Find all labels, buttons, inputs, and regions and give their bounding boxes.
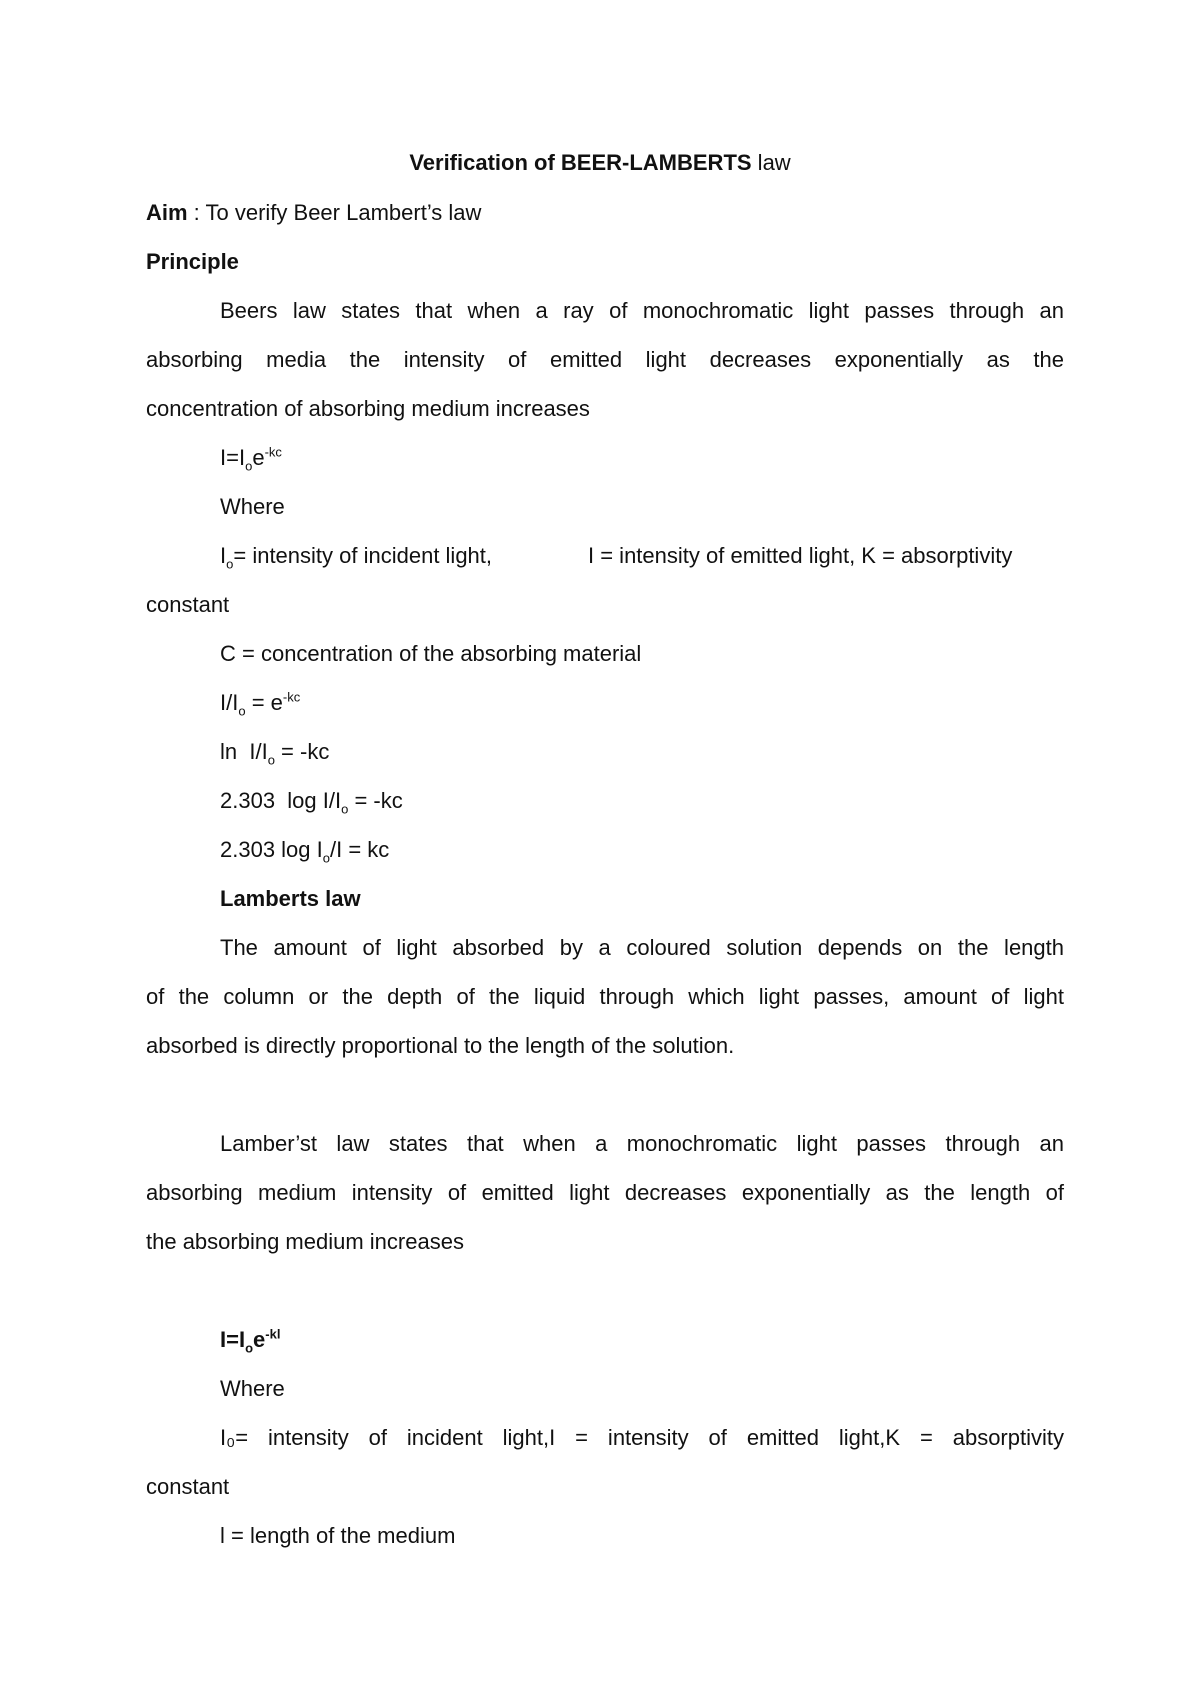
definition-emitted-light: I = intensity of emitted light, K = absorptivity [588,543,1013,568]
aim-line [146,198,481,228]
lamberts-para-line-2: of the column or the depth of the liquid through which light passes, amount of light [146,984,1064,1009]
equation-lambert: $I=I_oe^{-kl}$ [220,1326,281,1356]
equation-log: 2.303 $\log I/I_o = -kc$ [220,788,403,817]
where-label-1: Where [220,494,285,519]
definition-concentration: C = concentration of the absorbing material [220,641,642,666]
lambert-statement-line-3: the absorbing medium increases [146,1229,464,1254]
definition-length: l = length of the medium [220,1523,456,1548]
aim-text: : To verify Beer Lambert’s law [187,200,482,225]
beers-para-line-2: absorbing media the intensity of emitted light decreases exponentially as the [146,347,1064,372]
page-title: Verification of BEER-LAMBERTS law [409,150,791,175]
equation-ratio: $I/I_o = e^{-kc}$ [220,689,301,719]
equation-ln: $\ln I/I_o = -kc$ [220,739,330,768]
beers-para-line-3: concentration of absorbing medium increases [146,396,590,421]
aim-label: Aim [146,200,188,225]
definition-constant-2: constant [146,1474,230,1499]
equation-beer: $I=I_oe^{-kc}$ [220,444,282,474]
lambert-statement-line-2: absorbing medium intensity of emitted light decreases exponentially as the length of [146,1180,1064,1205]
definitions-line-2: I₀= intensity of incident light,I = intensity of emitted light,K = absorptivity [220,1425,1064,1450]
beers-para-line-1: Beers law states that when a ray of monochromatic light passes through an [220,298,1064,323]
where-label-2: Where [220,1376,285,1401]
lamberts-para-line-3: absorbed is directly proportional to the length of the solution. [146,1033,735,1058]
lamberts-heading: Lamberts law [220,886,361,911]
lambert-statement-line-1: Lamber’st law states that when a monochromatic light passes through an [220,1131,1064,1156]
lamberts-para-line-1: The amount of light absorbed by a coloured solution depends on the length [220,935,1064,960]
principle-heading: Principle [146,249,239,274]
equation-log-inverse: 2.303 $\log I_o/I$ = kc [220,837,390,866]
definition-incident-light: $I_o=$ intensity of incident light, [220,543,493,572]
definition-constant-1: constant [146,592,230,617]
